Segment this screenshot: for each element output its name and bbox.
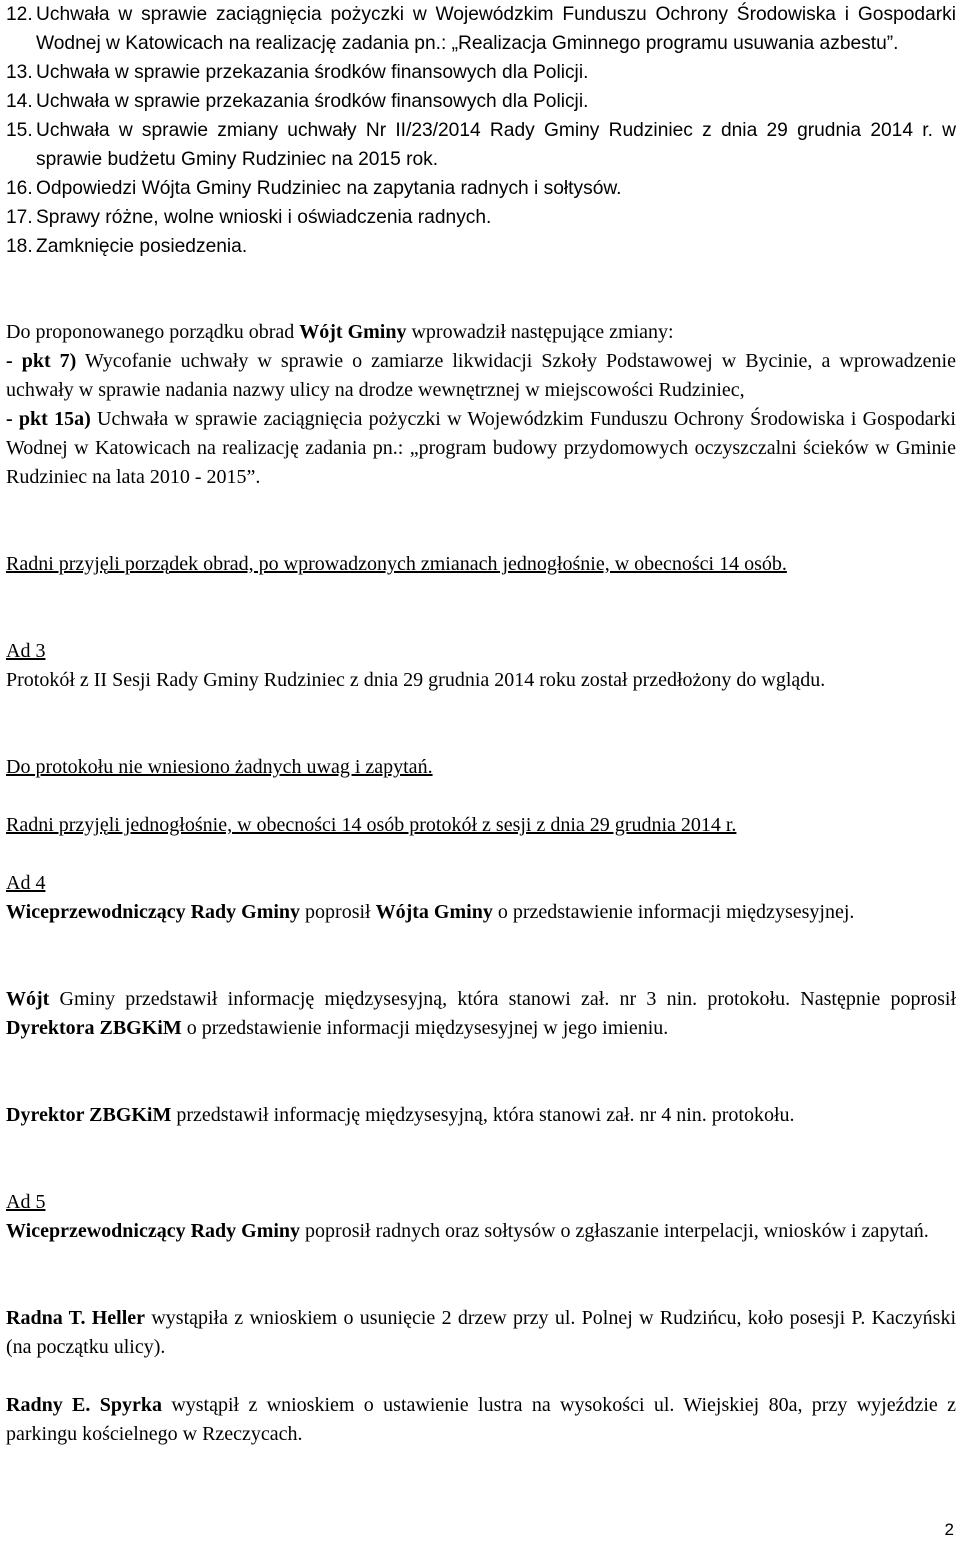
text-span: wystąpił z wnioskiem o ustawienie lustra na wysokości ul. Wiejskiej 80a, przy wyjeździe z parkingu kościelnego w Rzeczycach. [6, 1394, 956, 1445]
no-remarks-note: Do protokołu nie wniesiono żadnych uwag i zapytań. [6, 756, 433, 778]
agenda-item-number: 13. [6, 62, 33, 83]
text-span: o przedstawienie informacji międzysesyjnej w jego imieniu. [181, 1017, 669, 1039]
text-span: Gminy przedstawił informację międzysesyjną, która stanowi zał. nr 3 nin. protokołu. Następnie poprosił [49, 988, 956, 1010]
agenda-item-number: 18. [6, 236, 33, 257]
order-accepted-note: Radni przyjęli porządek obrad, po wprowadzonych zmianach jednogłośnie, w obecności 14 osób. [6, 553, 787, 575]
bold-text: Wiceprzewodniczący Rady Gminy [6, 1220, 301, 1242]
bold-text: - pkt 15a) [6, 408, 91, 430]
agenda-item-text: Uchwała w sprawie zmiany uchwały Nr II/23/2014 Rady Gminy Rudziniec z dnia 29 grudnia 2014 r. w sprawie budżetu Gminy Rudziniec na 2015 rok. [36, 120, 956, 170]
agenda-changes [6, 318, 956, 492]
text-span: poprosił radnych oraz sołtysów o zgłaszanie interpelacji, wniosków i zapytań. [300, 1220, 929, 1242]
agenda-item-text: Odpowiedzi Wójta Gminy Rudziniec na zapytania radnych i sołtysów. [36, 178, 622, 199]
paragraph [6, 1217, 956, 1246]
agenda-item [6, 174, 956, 203]
agenda-item [6, 203, 956, 232]
agenda-item-text: Uchwała w sprawie przekazania środków finansowych dla Policji. [36, 62, 589, 83]
text-span: Uchwała w sprawie zaciągnięcia pożyczki w Wojewódzkim Funduszu Ochrony Środowiska i Gospodarki Wodnej w Katowicach na realizację zadania pn.: „program budowy przydomowych oczyszczalni ścieków w Gminie Rudziniec na lata 2010 - 2015”. [6, 408, 956, 488]
section-ad-4 [6, 869, 956, 927]
agenda-item-text: Sprawy różne, wolne wnioski i oświadczenia radnych. [36, 207, 492, 228]
paragraph [6, 1101, 956, 1130]
change-pkt-7 [6, 347, 956, 405]
agenda-item [6, 58, 956, 87]
bold-text: Wójt Gminy [299, 321, 407, 343]
bold-text: - pkt 7) [6, 350, 77, 372]
bold-text: Radna T. Heller [6, 1307, 146, 1329]
agenda-item-number: 16. [6, 178, 33, 199]
bold-text: Radny E. Spyrka [6, 1394, 162, 1416]
text-span: Do proponowanego porządku obrad [6, 321, 300, 343]
text-span: poprosił [300, 901, 376, 923]
text-span: przedstawił informację międzysesyjną, która stanowi zał. nr 4 nin. protokołu. [171, 1104, 795, 1126]
bold-text: Wójta Gminy [375, 901, 493, 923]
bold-text: Dyrektora ZBGKiM [6, 1017, 182, 1039]
agenda-item-number: 15. [6, 120, 33, 141]
agenda-item-text: Zamknięcie posiedzenia. [36, 236, 248, 257]
paragraph: Protokół z II Sesji Rady Gminy Rudziniec z dnia 29 grudnia 2014 roku został przedłożony do wglądu. [6, 669, 826, 691]
agenda-item-number: 12. [6, 4, 33, 25]
agenda-item [6, 116, 956, 174]
section-heading: Ad 4 [6, 872, 46, 894]
text-span: Wycofanie uchwały w sprawie o zamiarze likwidacji Szkoły Podstawowej w Bycinie, a wprowadzenie uchwały w sprawie nadania nazwy ulicy na drodze wewnętrznej w miejscowości Rudziniec, [6, 350, 956, 401]
agenda-item-number: 14. [6, 91, 33, 112]
page-number: 2 [944, 1520, 954, 1539]
agenda-list [6, 0, 956, 261]
section-ad-5 [6, 1188, 956, 1246]
section-heading: Ad 3 [6, 640, 46, 662]
agenda-item [6, 232, 956, 261]
agenda-item [6, 0, 956, 58]
bold-text: Wiceprzewodniczący Rady Gminy [6, 901, 301, 923]
change-pkt-15a [6, 405, 956, 492]
agenda-item-text: Uchwała w sprawie zaciągnięcia pożyczki w Wojewódzkim Funduszu Ochrony Środowiska i Gospodarki Wodnej w Katowicach na realizację zadania pn.: „Realizacja Gminnego programu usuwania azbestu”. [36, 4, 956, 54]
section-heading: Ad 5 [6, 1191, 46, 1213]
protocol-accepted-note: Radni przyjęli jednogłośnie, w obecności 14 osób protokół z sesji z dnia 29 grudnia 2014 r. [6, 814, 737, 836]
paragraph [6, 1391, 956, 1449]
agenda-item [6, 87, 956, 116]
bold-text: Wójt [6, 988, 50, 1010]
text-span: o przedstawienie informacji międzysesyjnej. [492, 901, 855, 923]
text-span: wprowadził następujące zmiany: [406, 321, 674, 343]
agenda-item-number: 17. [6, 207, 33, 228]
paragraph [6, 1304, 956, 1362]
paragraph [6, 898, 956, 927]
paragraph [6, 985, 956, 1043]
section-ad-3 [6, 637, 956, 695]
changes-intro [6, 318, 956, 347]
text-span: wystąpiła z wnioskiem o usunięcie 2 drzew przy ul. Polnej w Rudzińcu, koło posesji P. Kaczyński (na początku ulicy). [6, 1307, 957, 1358]
bold-text: Dyrektor ZBGKiM [6, 1104, 172, 1126]
agenda-item-text: Uchwała w sprawie przekazania środków finansowych dla Policji. [36, 91, 589, 112]
